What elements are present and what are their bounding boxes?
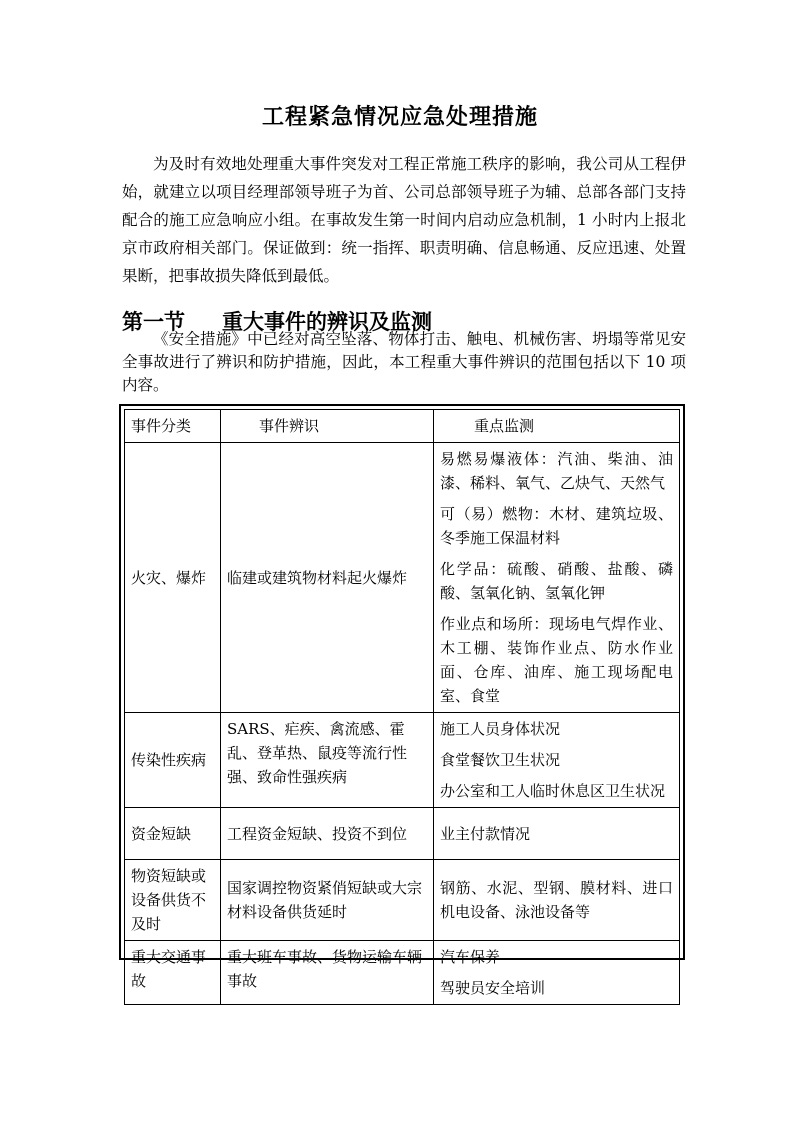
row-monitoring bbox=[434, 808, 680, 860]
row-category: 物资短缺或设备供货不及时 bbox=[125, 860, 221, 941]
row-identification: 工程资金短缺、投资不到位 bbox=[221, 808, 434, 860]
monitoring-item: 易燃易爆液体：汽油、柴油、油漆、稀料、氧气、乙炔气、天然气 bbox=[440, 450, 673, 492]
section-title: 重大事件的辨识及监测 bbox=[222, 310, 432, 334]
monitoring-item: 办公室和工人临时休息区卫生状况 bbox=[440, 782, 666, 800]
page-title: 工程紧急情况应急处理措施 bbox=[261, 105, 538, 130]
row-identification: 国家调控物资紧俏短缺或大宗材料设备供货延时 bbox=[221, 860, 434, 941]
monitoring-item: 施工人员身体状况 bbox=[440, 720, 561, 738]
table-row bbox=[125, 808, 680, 860]
row-monitoring bbox=[434, 443, 680, 713]
table-row bbox=[125, 941, 680, 1005]
event-table-frame bbox=[119, 404, 685, 997]
row-category: 资金短缺 bbox=[125, 808, 221, 860]
monitoring-item: 驾驶员安全培训 bbox=[440, 979, 546, 997]
header-monitoring: 重点监测 bbox=[434, 410, 680, 443]
row-category: 火灾、爆炸 bbox=[125, 443, 221, 713]
monitoring-item: 业主付款情况 bbox=[440, 824, 531, 843]
table-row bbox=[125, 860, 680, 941]
monitoring-item: 食堂餐饮卫生状况 bbox=[440, 751, 561, 769]
table-row bbox=[125, 713, 680, 808]
monitoring-item: 作业点和场所：现场电气焊作业、木工棚、装饰作业点、防水作业面、仓库、油库、施工现场配电室、食堂 bbox=[440, 615, 673, 705]
row-monitoring bbox=[434, 860, 680, 941]
row-identification: 重大班车事故、货物运输车辆事故 bbox=[221, 941, 434, 1005]
row-identification: 临建或建筑物材料起火爆炸 bbox=[221, 443, 434, 713]
monitoring-item: 钢筋、水泥、型钢、膜材料、进口机电设备、泳池设备等 bbox=[440, 879, 673, 921]
monitoring-item: 化学品：硫酸、硝酸、盐酸、磷酸、氢氧化钠、氢氧化钾 bbox=[440, 560, 673, 602]
row-category: 重大交通事故 bbox=[125, 941, 221, 1005]
section-lead-paragraph: 《安全措施》中已经对高空坠落、物体打击、触电、机械伤害、坍塌等常见安全事故进行了辨识和防护措施，因此，本工程重大事件辨识的范围包括以下 10 项内容。 bbox=[122, 330, 686, 394]
table-header-row bbox=[125, 410, 680, 443]
header-category: 事件分类 bbox=[125, 410, 221, 443]
intro-paragraph: 为及时有效地处理重大事件突发对工程正常施工秩序的影响，我公司从工程伊始，就建立以项目经理部领导班子为首、公司总部领导班子为辅、总部各部门支持配合的施工应急响应小组。在事故发生第一时间内启动应急机制，1 小时内上报北京市政府相关部门。保证做到：统一指挥、职责明确、信息畅通、反应迅速、处置果断，把事故损失降低到最低。 bbox=[122, 155, 686, 285]
table-row bbox=[125, 443, 680, 713]
row-category: 传染性疾病 bbox=[125, 713, 221, 808]
row-identification: SARS、疟疾、禽流感、霍乱、登革热、鼠疫等流行性强、致命性强疾病 bbox=[221, 713, 434, 808]
event-table bbox=[124, 409, 680, 1005]
row-monitoring bbox=[434, 941, 680, 1005]
header-identification: 事件辨识 bbox=[221, 410, 434, 443]
monitoring-item: 汽车保养 bbox=[440, 948, 501, 966]
monitoring-item: 可（易）燃物：木材、建筑垃圾、冬季施工保温材料 bbox=[440, 505, 673, 547]
row-monitoring bbox=[434, 713, 680, 808]
section-number: 第一节 bbox=[122, 310, 185, 334]
